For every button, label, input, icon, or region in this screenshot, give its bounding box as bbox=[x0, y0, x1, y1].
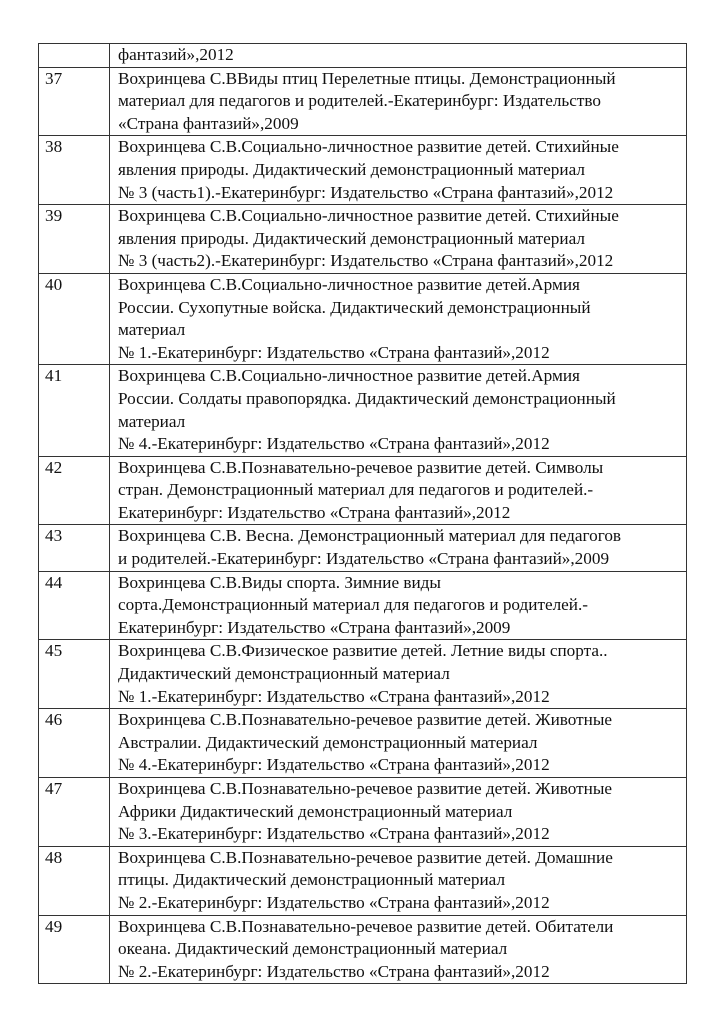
entry-line: Екатеринбург: Издательство «Страна фантазий»,2009 bbox=[118, 617, 511, 637]
entry-line: Вохринцева С.В.Социально-личностное развитие детей.Армия bbox=[118, 366, 580, 386]
table-row bbox=[39, 846, 687, 915]
row-number: 39 bbox=[39, 205, 110, 274]
entry-line: «Страна фантазий»,2009 bbox=[118, 113, 299, 133]
table-row bbox=[39, 778, 687, 847]
row-number: 46 bbox=[39, 709, 110, 778]
bibliography-entry bbox=[110, 778, 687, 847]
entry-line: Вохринцева С.В.Познавательно-речевое развитие детей. Животные bbox=[118, 779, 613, 798]
bibliography-entry bbox=[110, 365, 687, 456]
entry-line: Вохринцева С.В.Виды спорта. Зимние виды bbox=[118, 572, 441, 592]
entry-line: Вохринцева С.В.Социально-личностное развитие детей. Стихийные bbox=[118, 137, 619, 157]
row-number: 49 bbox=[39, 915, 110, 984]
entry-line: Вохринцева С.В.Познавательно-речевое развитие детей. Домашние bbox=[118, 847, 613, 867]
row-number: 47 bbox=[39, 778, 110, 847]
document-page bbox=[38, 43, 687, 984]
entry-line: № 2.-Екатеринбург: Издательство «Страна фантазий»,2012 bbox=[118, 892, 550, 912]
entry-line: Вохринцева С.В.Социально-личностное развитие детей. Стихийные bbox=[118, 206, 619, 226]
entry-line: явления природы. Дидактический демонстрационный материал bbox=[118, 228, 585, 248]
row-number: 37 bbox=[39, 67, 110, 136]
bibliography-entry bbox=[110, 846, 687, 915]
row-number: 42 bbox=[39, 456, 110, 525]
entry-line: Вохринцева С.В.Познавательно-речевое развитие детей. Обитатели bbox=[118, 916, 614, 936]
table-row bbox=[39, 915, 687, 984]
entry-line: фантазий»,2012 bbox=[118, 45, 234, 64]
entry-line: Вохринцева С.В. Весна. Демонстрационный материал для педагогов bbox=[118, 526, 622, 546]
bibliography-entry bbox=[110, 915, 687, 984]
row-number bbox=[39, 44, 110, 68]
entry-line: материал bbox=[118, 320, 186, 340]
row-number: 43 bbox=[39, 525, 110, 571]
entry-line: № 3 (часть2).-Екатеринбург: Издательство «Страна фантазий»,2012 bbox=[118, 251, 614, 271]
entry-line: Дидактический демонстрационный материал bbox=[118, 664, 450, 684]
row-number: 45 bbox=[39, 640, 110, 709]
table-row bbox=[39, 365, 687, 456]
entry-line: Вохринцева С.В.Физическое развитие детей. Летние виды спорта.. bbox=[118, 641, 608, 661]
table-row bbox=[39, 525, 687, 571]
bibliography-table bbox=[38, 43, 687, 984]
table-row bbox=[39, 205, 687, 274]
entry-line: Африки Дидактический демонстрационный материал bbox=[118, 801, 513, 821]
bibliography-entry bbox=[110, 525, 687, 571]
entry-line: № 4.-Екатеринбург: Издательство «Страна фантазий»,2012 bbox=[118, 755, 550, 775]
entry-line: России. Солдаты правопорядка. Дидактический демонстрационный bbox=[118, 388, 616, 408]
entry-line: № 1.-Екатеринбург: Издательство «Страна фантазий»,2012 bbox=[118, 342, 550, 362]
bibliography-table-body bbox=[39, 44, 687, 984]
bibliography-entry bbox=[110, 640, 687, 709]
bibliography-entry bbox=[110, 205, 687, 274]
entry-line: явления природы. Дидактический демонстрационный материал bbox=[118, 159, 585, 179]
bibliography-entry bbox=[110, 709, 687, 778]
bibliography-entry bbox=[110, 273, 687, 364]
entry-line: Екатеринбург: Издательство «Страна фантазий»,2012 bbox=[118, 502, 511, 522]
table-row bbox=[39, 456, 687, 525]
entry-line: сорта.Демонстрационный материал для педагогов и родителей.- bbox=[118, 595, 589, 615]
entry-line: океана. Дидактический демонстрационный материал bbox=[118, 939, 508, 959]
bibliography-entry bbox=[110, 136, 687, 205]
entry-line: Вохринцева С.ВВиды птиц Перелетные птицы. Демонстрационный bbox=[118, 68, 616, 88]
bibliography-entry bbox=[110, 44, 687, 68]
entry-line: № 1.-Екатеринбург: Издательство «Страна фантазий»,2012 bbox=[118, 686, 550, 706]
bibliography-entry bbox=[110, 571, 687, 640]
row-number: 41 bbox=[39, 365, 110, 456]
entry-line: Вохринцева С.В.Познавательно-речевое развитие детей. Символы bbox=[118, 457, 604, 477]
bibliography-entry bbox=[110, 456, 687, 525]
table-row bbox=[39, 273, 687, 364]
table-row bbox=[39, 67, 687, 136]
entry-line: стран. Демонстрационный материал для педагогов и родителей.- bbox=[118, 480, 594, 500]
row-number: 44 bbox=[39, 571, 110, 640]
table-row bbox=[39, 709, 687, 778]
table-row bbox=[39, 571, 687, 640]
entry-line: № 3.-Екатеринбург: Издательство «Страна фантазий»,2012 bbox=[118, 824, 550, 844]
table-row bbox=[39, 136, 687, 205]
bibliography-entry bbox=[110, 67, 687, 136]
entry-line: № 2.-Екатеринбург: Издательство «Страна фантазий»,2012 bbox=[118, 961, 550, 981]
row-number: 38 bbox=[39, 136, 110, 205]
entry-line: Вохринцева С.В.Познавательно-речевое развитие детей. Животные bbox=[118, 710, 613, 730]
row-number: 40 bbox=[39, 273, 110, 364]
entry-line: Австралии. Дидактический демонстрационный материал bbox=[118, 732, 538, 752]
entry-line: № 3 (часть1).-Екатеринбург: Издательство «Страна фантазий»,2012 bbox=[118, 182, 614, 202]
entry-line: № 4.-Екатеринбург: Издательство «Страна фантазий»,2012 bbox=[118, 434, 550, 454]
entry-line: Вохринцева С.В.Социально-личностное развитие детей.Армия bbox=[118, 274, 580, 294]
table-row bbox=[39, 640, 687, 709]
entry-line: России. Сухопутные войска. Дидактический демонстрационный bbox=[118, 297, 591, 317]
entry-line: материал для педагогов и родителей.-Екатеринбург: Издательство bbox=[118, 91, 601, 111]
table-row bbox=[39, 44, 687, 68]
entry-line: птицы. Дидактический демонстрационный материал bbox=[118, 870, 506, 890]
row-number: 48 bbox=[39, 846, 110, 915]
entry-line: и родителей.-Екатеринбург: Издательство «Страна фантазий»,2009 bbox=[118, 549, 610, 569]
entry-line: материал bbox=[118, 411, 186, 431]
